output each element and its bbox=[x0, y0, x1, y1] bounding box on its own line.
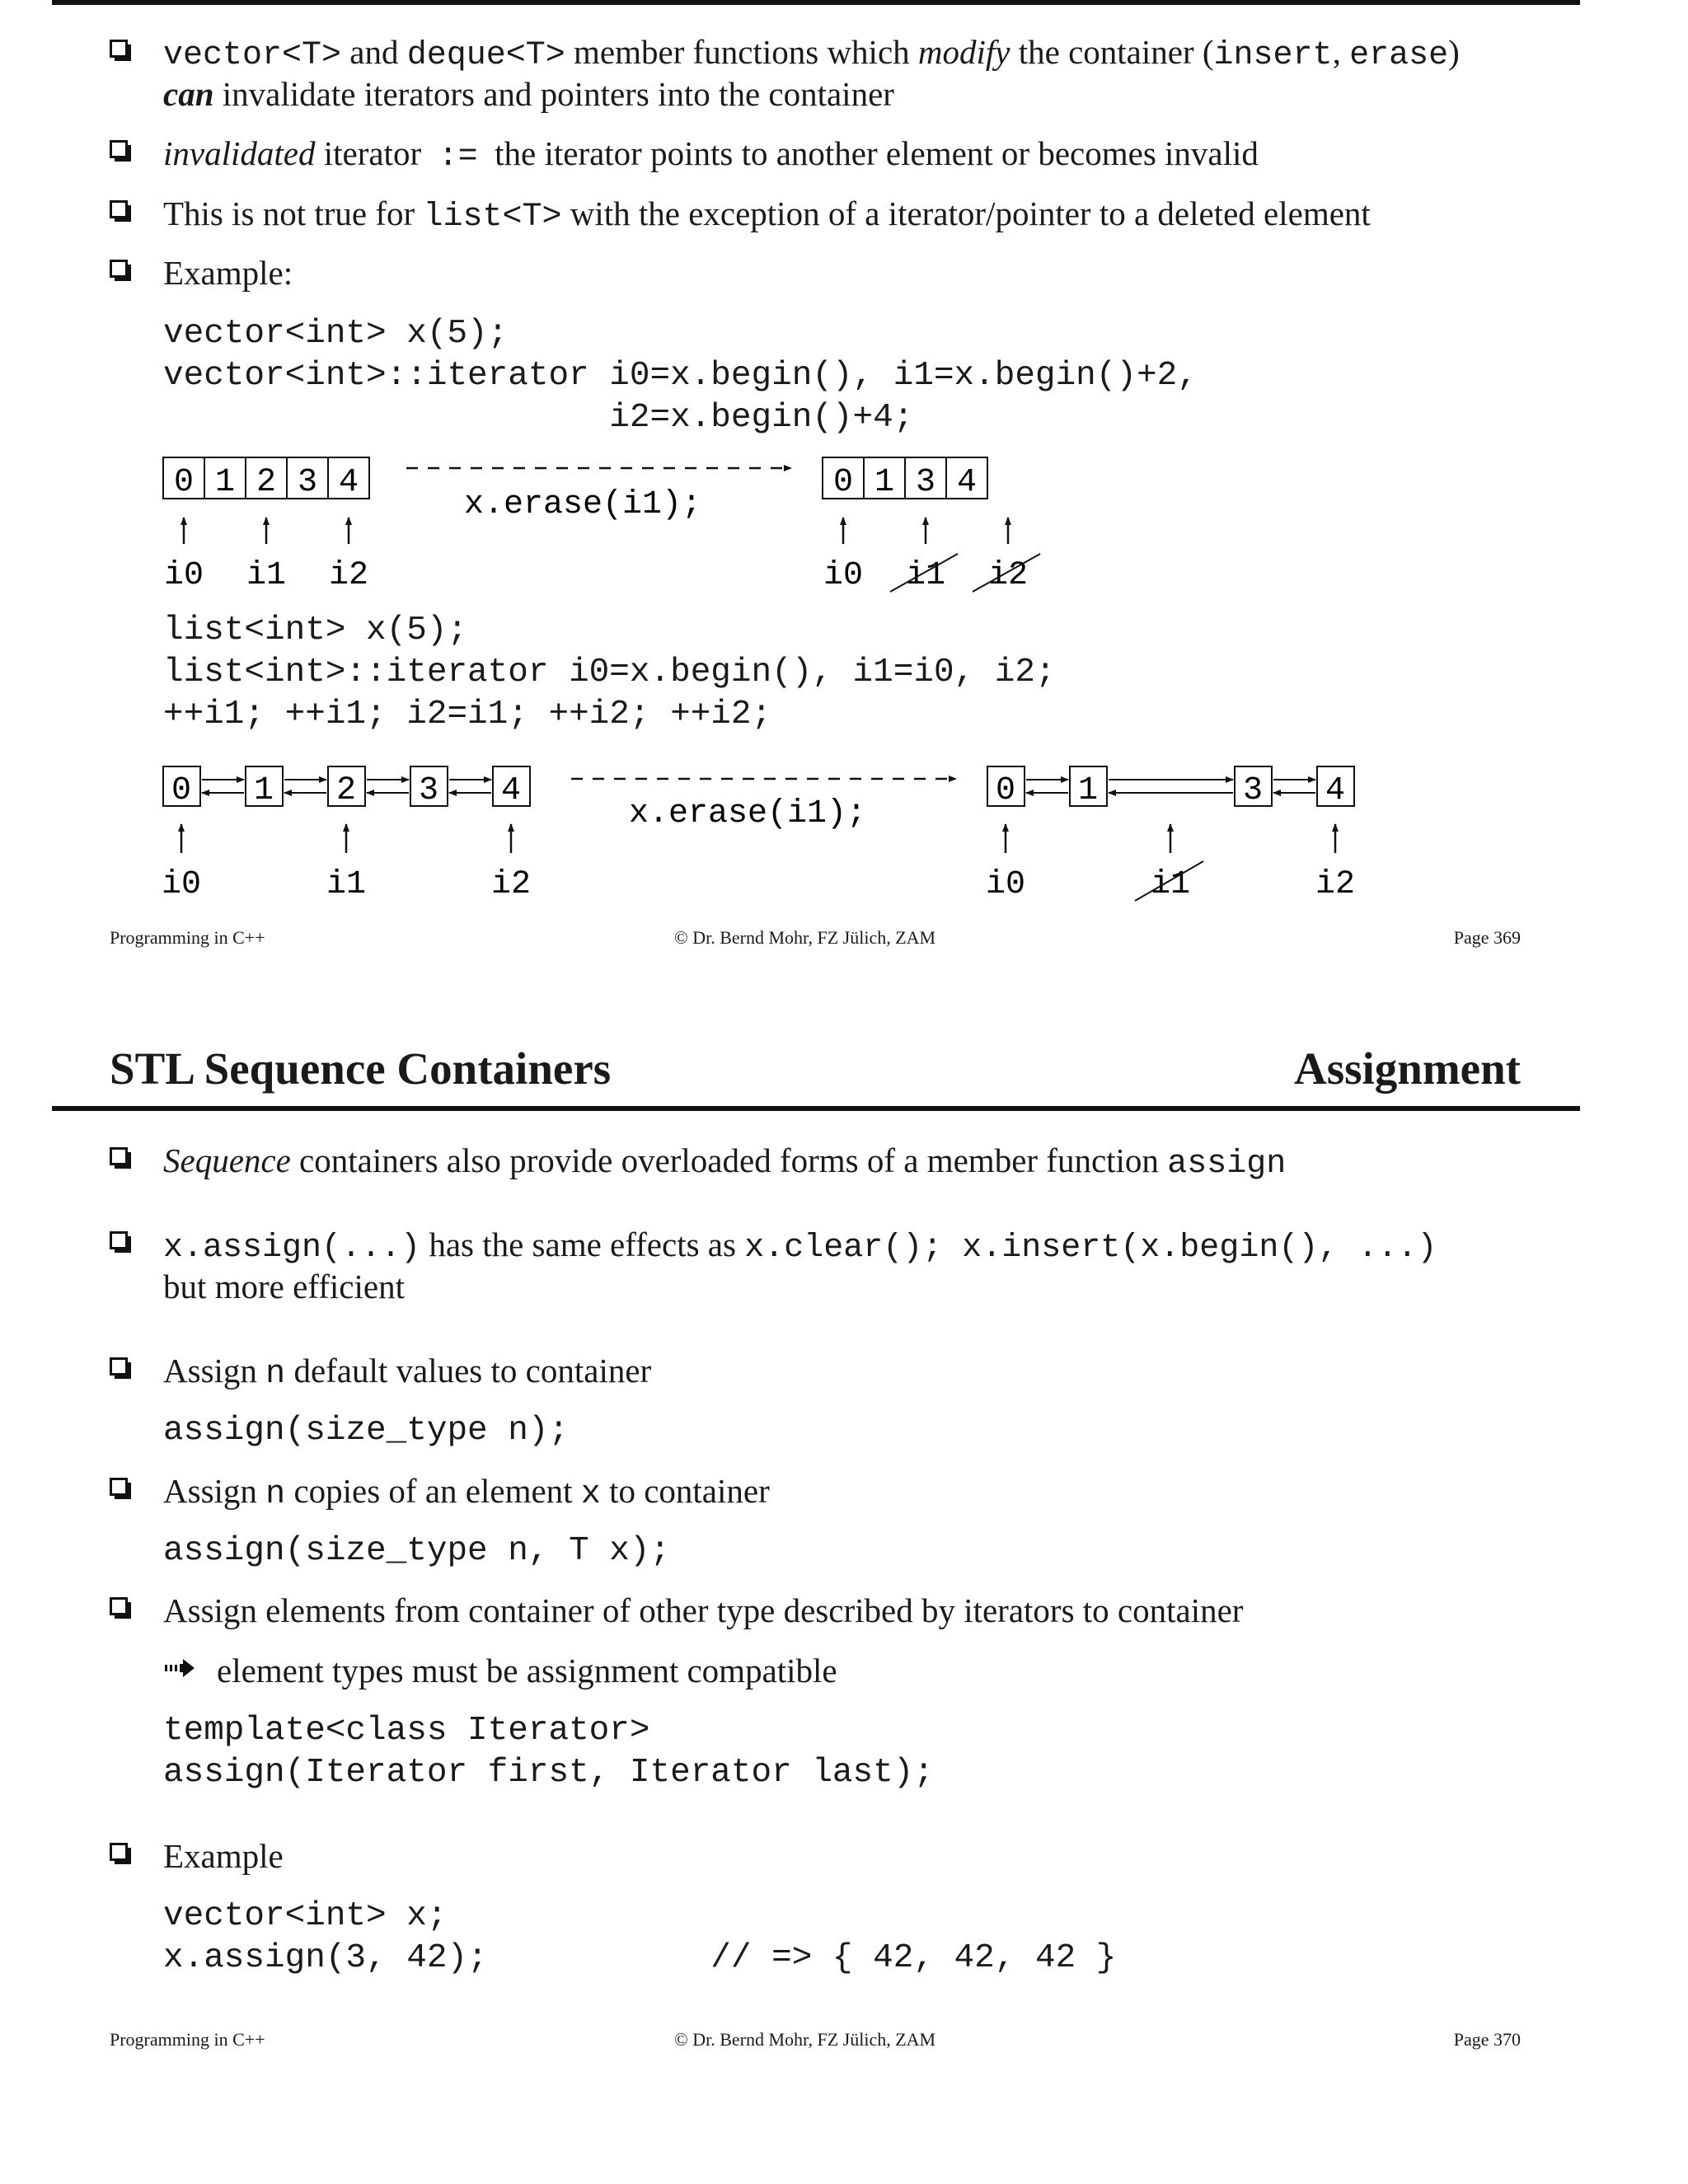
iter-label: i0 bbox=[163, 557, 204, 594]
page-subtitle: Assignment bbox=[1293, 1043, 1521, 1094]
bullet-assign-default: Assign n default values to container bbox=[163, 1352, 652, 1393]
iter-label: i0 bbox=[823, 557, 864, 594]
bullet-assign-iterators: Assign elements from container of other type described by iterators to container bbox=[163, 1591, 1244, 1629]
bullet-1-line-1: vector<T> and deque<T> member functions which modify the container (insert, erase) bbox=[163, 33, 1460, 74]
bullet-3: This is not true for list<T> with the exception of a iterator/pointer to a deleted element bbox=[163, 194, 1371, 236]
list-before-node: 2 bbox=[335, 772, 357, 809]
vec-after-cell: 3 bbox=[915, 464, 936, 501]
iter-label: i2 bbox=[987, 557, 1029, 594]
iter-label: i1 bbox=[905, 557, 946, 594]
erase-call-label: x.erase(i1); bbox=[629, 795, 867, 832]
iter-label: i0 bbox=[985, 866, 1026, 902]
checkbox-bullet-icon bbox=[110, 1231, 131, 1253]
iter-label: i1 bbox=[1150, 866, 1191, 902]
vec-before-cell: 1 bbox=[214, 464, 236, 501]
page-title: STL Sequence Containers bbox=[110, 1043, 612, 1094]
checkbox-bullet-icon bbox=[110, 40, 131, 61]
list-before-node: 1 bbox=[253, 772, 274, 809]
footer-center: © Dr. Bernd Mohr, FZ Jülich, ZAM bbox=[674, 927, 936, 948]
footer-center: © Dr. Bernd Mohr, FZ Jülich, ZAM bbox=[674, 2029, 936, 2050]
bullet-sequence: Sequence containers also provide overloaded forms of a member function assign bbox=[163, 1141, 1287, 1183]
code-line: assign(Iterator first, Iterator last); bbox=[163, 1754, 934, 1792]
list-before-node: 0 bbox=[171, 772, 192, 809]
sub-bullet-compatible: element types must be assignment compatible bbox=[217, 1652, 837, 1690]
checkbox-bullet-icon bbox=[110, 1843, 131, 1864]
erase-call-label: x.erase(i1); bbox=[464, 486, 702, 523]
iter-label: i2 bbox=[328, 557, 369, 594]
vec-before-cell: 4 bbox=[338, 464, 359, 501]
code-line: i2=x.begin()+4; bbox=[163, 399, 914, 437]
bullet-1-line-2: can invalidate iterators and pointers into the container bbox=[163, 75, 894, 113]
list-after-node: 3 bbox=[1242, 772, 1264, 809]
iter-label: i2 bbox=[1315, 866, 1356, 902]
checkbox-bullet-icon bbox=[110, 1357, 131, 1379]
code-line: template<class Iterator> bbox=[163, 1712, 650, 1750]
top-rule bbox=[52, 0, 1580, 5]
code-line: ++i1; ++i1; i2=i1; ++i2; ++i2; bbox=[163, 696, 772, 733]
bullet-2: invalidated iterator := the iterator points to another element or becomes invalid bbox=[163, 134, 1259, 176]
footer-page-number: Page 369 bbox=[1453, 927, 1521, 948]
iter-label: i1 bbox=[246, 557, 287, 594]
checkbox-bullet-icon bbox=[110, 200, 131, 222]
vec-before-cell: 2 bbox=[256, 464, 277, 501]
vec-before-cell: 3 bbox=[297, 464, 318, 501]
list-before-node: 3 bbox=[418, 772, 439, 809]
code-line: vector<int> x(5); bbox=[163, 315, 509, 353]
title-rule bbox=[52, 1106, 1580, 1111]
checkbox-bullet-icon bbox=[110, 260, 131, 281]
list-before-node: 4 bbox=[500, 772, 522, 809]
bullet-example: Example bbox=[163, 1837, 284, 1875]
code-line: assign(size_type n, T x); bbox=[163, 1532, 671, 1570]
vec-after-cell: 1 bbox=[874, 464, 895, 501]
checkbox-bullet-icon bbox=[110, 1147, 131, 1169]
list-after-node: 0 bbox=[995, 772, 1016, 809]
vector-erase-diagram bbox=[0, 445, 1688, 602]
code-line: x.assign(3, 42); // => { 42, 42, 42 } bbox=[163, 1939, 1117, 1977]
code-line: list<int>::iterator i0=x.begin(), i1=i0, i2; bbox=[163, 654, 1056, 691]
checkbox-bullet-icon bbox=[110, 1478, 131, 1499]
vec-after-cell: 0 bbox=[832, 464, 854, 501]
iterator-arrows-after bbox=[843, 518, 1008, 544]
bullet-assign-copies: Assign n copies of an element x to container bbox=[163, 1472, 770, 1513]
checkbox-bullet-icon bbox=[110, 140, 131, 162]
iter-label: i0 bbox=[161, 866, 202, 902]
footer-left: Programming in C++ bbox=[110, 927, 265, 948]
checkbox-bullet-icon bbox=[110, 1597, 131, 1619]
vec-before-cell: 0 bbox=[173, 464, 195, 501]
code-line: assign(size_type n); bbox=[163, 1412, 570, 1450]
list-after-node: 1 bbox=[1077, 772, 1099, 809]
list-after-node: 4 bbox=[1325, 772, 1346, 809]
arrow-right-icon bbox=[165, 1657, 196, 1679]
footer-page-number: Page 370 bbox=[1453, 2029, 1521, 2050]
list-erase-diagram bbox=[0, 754, 1688, 902]
bullet-assign-effects: x.assign(...) has the same effects as x.clear(); x.insert(x.begin(), ...) bbox=[163, 1226, 1437, 1267]
code-line: vector<int> x; bbox=[163, 1897, 448, 1935]
code-line: list<int> x(5); bbox=[163, 612, 468, 649]
footer-left: Programming in C++ bbox=[110, 2029, 265, 2050]
iter-label: i1 bbox=[326, 866, 367, 902]
bullet-4: Example: bbox=[163, 254, 293, 292]
code-line: vector<int>::iterator i0=x.begin(), i1=x.begin()+2, bbox=[163, 357, 1198, 395]
iterator-arrows-before bbox=[184, 518, 349, 544]
bullet-assign-effects-line-2: but more efficient bbox=[163, 1268, 405, 1305]
vec-after-cell: 4 bbox=[956, 464, 978, 501]
iter-label: i2 bbox=[490, 866, 532, 902]
